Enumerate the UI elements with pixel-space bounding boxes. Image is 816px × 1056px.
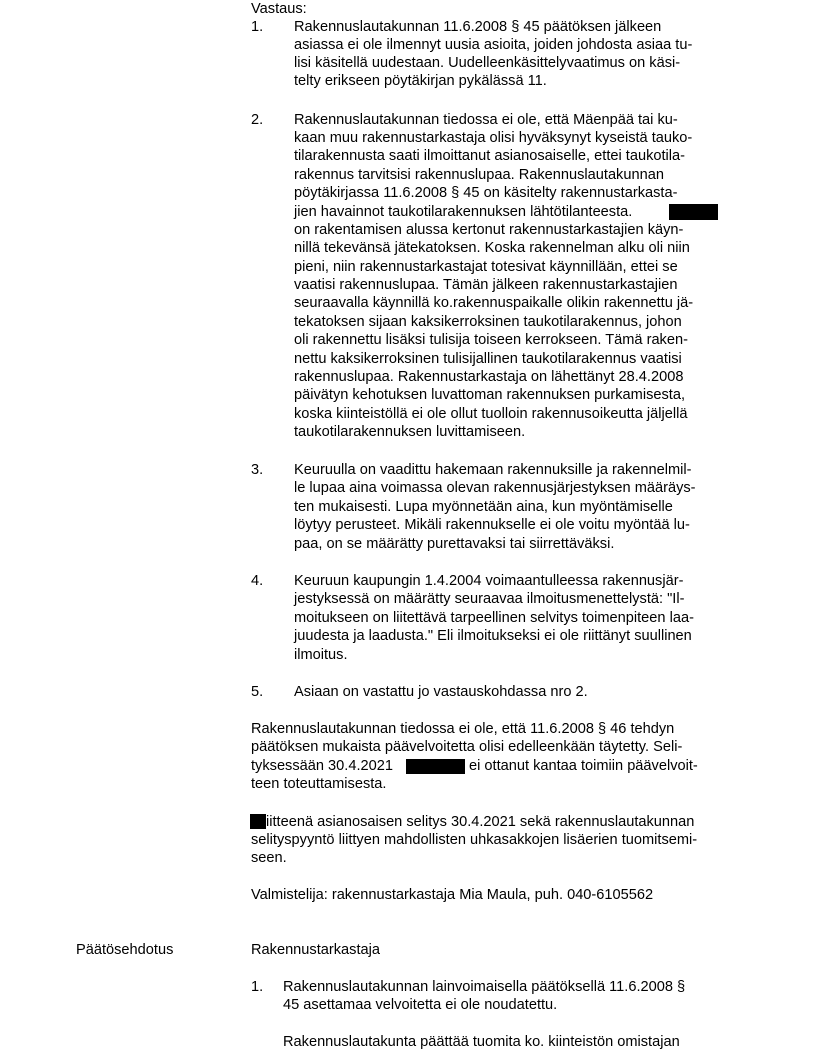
item-5-line: Asiaan on vastattu jo vastauskohdassa nro 2. bbox=[294, 684, 588, 700]
item-2-line: seuraavalla käynnillä ko.rakennuspaikalle olikin rakennettu jä- bbox=[294, 295, 694, 311]
item-2-number: 2. bbox=[251, 112, 264, 128]
redaction-box bbox=[669, 204, 718, 220]
item-4-line: moitukseen on liitettävä tarpeellinen selvitys toimenpiteen laa- bbox=[294, 610, 694, 626]
decision-item-number: 1. bbox=[251, 979, 264, 995]
decision-label: Päätösehdotus bbox=[76, 942, 174, 958]
item-2-line: vaatisi rakennuslupaa. Tämän jälkeen rakennustarkastajien bbox=[294, 277, 678, 293]
item-2-line: Rakennuslautakunnan tiedossa ei ole, että Mäenpää tai ku- bbox=[294, 112, 678, 128]
item-2-line: koska kiinteistöllä ei ole ollut tuolloin rakennusoikeutta jäljellä bbox=[294, 406, 688, 422]
item-3-line: Keuruulla on vaadittu hakemaan rakennuksille ja rakennelmil- bbox=[294, 462, 692, 478]
paragraph-line: selityspyyntö liittyen mahdollisten uhkasakkojen lisäerien tuomitsemi- bbox=[251, 832, 698, 848]
item-2-line: on rakentamisen alussa kertonut rakennustarkastajien käyn- bbox=[294, 222, 684, 238]
item-2-line: nettu kaksikerroksinen tulisijallinen taukotilarakennus vaatisi bbox=[294, 351, 682, 367]
item-2-line: jien havainnot taukotilarakennuksen lähtötilanteesta. bbox=[294, 204, 633, 220]
item-3-line: paa, on se määrätty purettavaksi tai siirrettäväksi. bbox=[294, 536, 615, 552]
item-2-line: nillä tekevänsä jätekatoksen. Koska rakennelman alku oli niin bbox=[294, 240, 690, 256]
paragraph-line: teen toteuttamisesta. bbox=[251, 776, 387, 792]
item-2-line: oli rakennettu lisäksi tulisija toiseen kerrokseen. Tämä raken- bbox=[294, 332, 688, 348]
decision-author: Rakennustarkastaja bbox=[251, 942, 380, 958]
item-4-line: ilmoitus. bbox=[294, 647, 348, 663]
item-1-line: asiassa ei ole ilmennyt uusia asioita, joiden johdosta asiaa tu- bbox=[294, 37, 693, 53]
item-3-line: löytyy perusteet. Mikäli rakennukselle ei ole voitu myöntää lu- bbox=[294, 517, 690, 533]
item-4-number: 4. bbox=[251, 573, 264, 589]
paragraph-line: seen. bbox=[251, 850, 287, 866]
redaction-box bbox=[250, 814, 266, 829]
paragraph-line: ei ottanut kantaa toimiin päävelvoit- bbox=[469, 758, 698, 774]
item-2-line: kaan muu rakennustarkastaja olisi hyväksynyt kyseistä tauko- bbox=[294, 130, 693, 146]
item-2-line: päivätyn kehotuksen luvattoman rakennuksen purkamisesta, bbox=[294, 387, 686, 403]
redaction-box bbox=[406, 759, 465, 774]
paragraph-line: Rakennuslautakunnan tiedossa ei ole, että 11.6.2008 § 46 tehdyn bbox=[251, 721, 675, 737]
item-2-line: rakennus tarvitsisi rakennuslupaa. Rakennuslautakunnan bbox=[294, 167, 664, 183]
item-3-line: ten mukaisesti. Lupa myönnetään aina, kun myöntämiselle bbox=[294, 499, 673, 515]
item-4-line: Keuruun kaupungin 1.4.2004 voimaantulleessa rakennusjär- bbox=[294, 573, 684, 589]
preparer-line: Valmistelija: rakennustarkastaja Mia Maula, puh. 040-6105562 bbox=[251, 887, 654, 903]
item-1-line: telty erikseen pöytäkirjan pykälässä 11. bbox=[294, 73, 547, 89]
item-1-line: Rakennuslautakunnan 11.6.2008 § 45 päätöksen jälkeen bbox=[294, 19, 662, 35]
item-5-number: 5. bbox=[251, 684, 264, 700]
decision-item-line: 45 asettamaa velvoitetta ei ole noudatettu. bbox=[283, 997, 558, 1013]
item-2-line: pieni, niin rakennustarkastajat totesivat käynnillään, ettei se bbox=[294, 259, 678, 275]
item-2-line: rakennuslupaa. Rakennustarkastaja on lähettänyt 28.4.2008 bbox=[294, 369, 684, 385]
paragraph-line: päätöksen mukaista päävelvoitetta olisi edelleenkään täytetty. Seli- bbox=[251, 739, 683, 755]
paragraph-line: iitteenä asianosaisen selitys 30.4.2021 sekä rakennuslautakunnan bbox=[266, 814, 695, 830]
decision-followup: Rakennuslautakunta päättää tuomita ko. kiinteistön omistajan bbox=[283, 1034, 680, 1050]
item-4-line: jestyksessä on määrätty seuraavaa ilmoitusmenettelystä: "Il- bbox=[294, 591, 685, 607]
item-3-line: le lupaa aina voimassa olevan rakennusjärjestyksen määräys- bbox=[294, 480, 696, 496]
item-2-line: tekatoksen sijaan kaksikerroksinen taukotilarakennus, johon bbox=[294, 314, 682, 330]
item-2-line: tilarakennusta saati ilmoittanut asianosaiselle, ettei taukotila- bbox=[294, 148, 686, 164]
item-1-number: 1. bbox=[251, 19, 264, 35]
vastaus-heading: Vastaus: bbox=[251, 1, 307, 17]
item-4-line: juudesta ja laadusta." Eli ilmoitukseksi ei ole riittänyt suullinen bbox=[294, 628, 692, 644]
decision-item-line: Rakennuslautakunnan lainvoimaisella päätöksellä 11.6.2008 § bbox=[283, 979, 686, 995]
item-1-line: lisi käsitellä uudestaan. Uudelleenkäsittelyvaatimus on käsi- bbox=[294, 55, 681, 71]
item-3-number: 3. bbox=[251, 462, 264, 478]
item-2-line: pöytäkirjassa 11.6.2008 § 45 on käsitelty rakennustarkasta- bbox=[294, 185, 678, 201]
item-2-line: taukotilarakennuksen luvittamiseen. bbox=[294, 424, 526, 440]
paragraph-line: tyksessään 30.4.2021 bbox=[251, 758, 393, 774]
